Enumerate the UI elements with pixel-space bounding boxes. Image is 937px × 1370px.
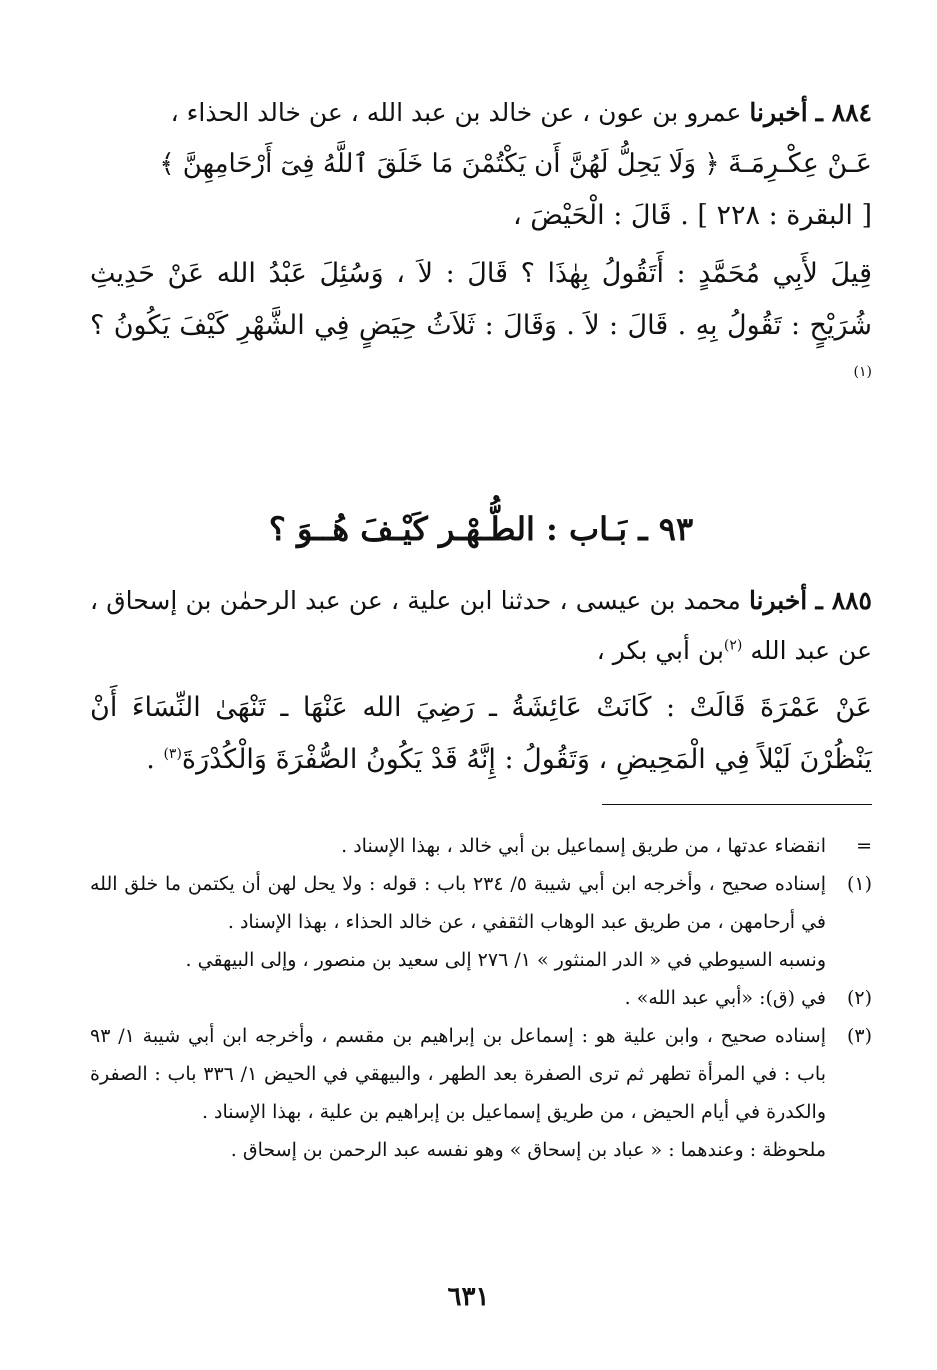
footnote-continued [90,827,872,865]
matn-start: عَـنْ عِكْـرِمَـةَ [728,148,872,179]
para2-text: قِيلَ لأَبِي مُحَمَّدٍ : أَتَقُولُ بِهٰذَا ؟ قَالَ : لاَ ، وَسُئِلَ عَبْدُ الله عَنْ حَدِيثِ شُرَيْحٍ : تَقُولُ بِهِ . قَالَ : لاَ . وَقَالَ : ثَلاَثُ حِيَضٍ فِي الشَّهْرِ كَيْفَ يَكُونُ ؟ [90,258,872,341]
footnote-text: انقضاء عدتها ، من طريق إسماعيل بن أبي خالد ، بهذا الإسناد . [341,835,826,857]
hadith-884-matn [90,138,872,242]
footnote-3 [90,1017,872,1131]
footnote-mark: (١) [846,873,872,895]
hadith-number: ٨٨٤ ـ [815,98,872,127]
footnote-text: في (ق): «أبي عبد الله» . [624,987,826,1009]
page-body [90,88,872,1169]
hadith-884-isnad [90,88,872,138]
hadith-keyword: أخبرنا [749,98,808,127]
footnote-text: إسناده صحيح ، وأخرجه ابن أبي شيبة ٥/ ٢٣٤ باب : قوله : ولا يحل لهن أن يكتمن ما خلق الله في أرحامهن ، من طريق عبد الوهاب الثقفي ، عن خالد الحذاء ، بهذا الإسناد . [90,873,826,933]
hadith-keyword: أخبرنا [748,586,808,615]
quran-verse: ﴿ وَلَا يَحِلُّ لَهُنَّ أَن يَكْتُمْنَ مَا خَلَقَ ٱللَّهُ فِىٓ أَرْحَامِهِنَّ ﴾ [159,149,720,179]
footnote-ref-2: (٢) [723,637,743,654]
matn-text: عَنْ عَمْرَةَ قَالَتْ : كَانَتْ عَائِشَةُ ـ رَضِيَ الله عَنْهَا ـ تَنْهَىٰ النِّسَاءَ أَنْ يَنْظُرْنَ لَيْلاً فِي الْمَحِيضِ ، وَتَقُولُ : إِنَّهُ قَدْ يَكُونُ الصُّفْرَةَ وَالْكُدْرَةَ [90,692,872,775]
footnote-3-note: ملحوظة : وعندهما : « عباد بن إسحاق » وهو نفسه عبد الرحمن بن إسحاق . [230,1139,826,1161]
footnote-mark: (٣) [846,1025,872,1047]
hadith-number: ٨٨٥ ـ [815,586,872,615]
footnote-2 [90,979,872,1017]
isnad-text: عمرو بن عون ، عن خالد بن عبد الله ، عن خالد الحذاء ، [170,98,742,127]
page-number: ٦٣١ [447,1282,490,1312]
footnote-ref-1: (١) [853,364,872,380]
footnote-ref-3: (٣) [163,746,182,762]
hadith-885-matn [90,682,872,786]
chapter-heading: ٩٣ ـ بَـاب : الطُّـهْـر كَيْـفَ هُــوَ ؟ [268,510,694,548]
footnotes [90,827,872,1169]
isnad-text-a: محمد بن عيسى ، حدثنا ابن علية ، عن عبد الرحمٰن بن إسحاق ، عن عبد الله [90,586,872,665]
footnote-mark: = [856,835,872,857]
hadith-884-para2 [90,248,872,404]
footnote-separator [602,804,872,805]
quran-reference: [ البقرة : ٢٢٨ ] . قَالَ : الْحَيْضَ ، [512,200,872,231]
footnote-1 [90,865,872,941]
footnote-text: إسناده صحيح ، وابن علية هو : إسماعل بن إبراهيم بن مقسم ، وأخرجه ابن أبي شيبة ١/ ٩٣ باب : في المرأة تطهر ثم ترى الصفرة بعد الطهر ، والبيهقي في الحيض ١/ ٣٣٦ باب : الصفرة والكدرة في أيام الحيض ، من طريق إسماعيل بن إبراهيم بن علية ، بهذا الإسناد . [90,1025,826,1123]
isnad-text-b: بن أبي بكر ، [596,636,724,665]
footnote-mark: (٢) [846,987,872,1009]
hadith-885-isnad [90,576,872,676]
footnote-1-continued: ونسبه السيوطي في « الدر المنثور » ١/ ٢٧٦ إلى سعيد بن منصور ، وإلى البيهقي . [185,949,826,971]
matn-end: . [146,744,164,775]
